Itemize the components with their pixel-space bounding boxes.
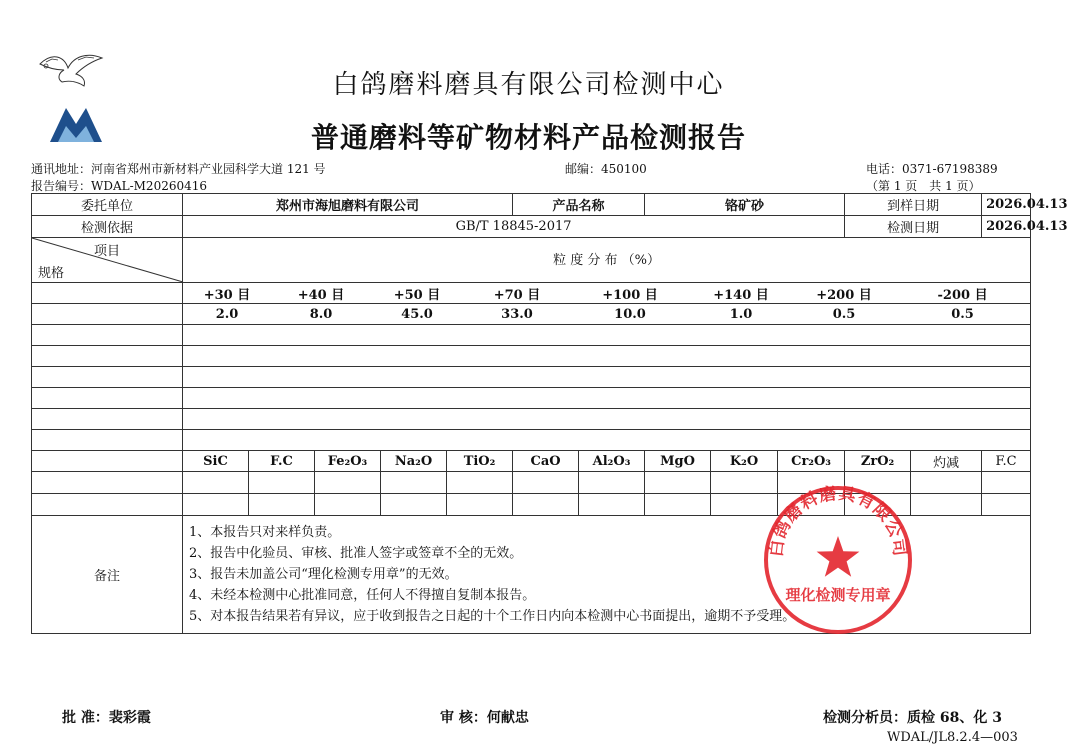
chem-header: 灼减 bbox=[911, 451, 982, 472]
grain-header: +100 目 bbox=[602, 287, 658, 303]
note-item: 1、本报告只对来样负责。 bbox=[189, 525, 341, 540]
diagonal-header-cell bbox=[32, 238, 183, 283]
chem-header: K₂O bbox=[711, 451, 778, 472]
grain-value: 0.5 bbox=[951, 306, 974, 322]
grain-header: +40 目 bbox=[297, 287, 345, 303]
arrival-value: 2026.04.13 bbox=[982, 194, 1031, 216]
grain-value: 33.0 bbox=[501, 306, 533, 322]
grain-title-row bbox=[32, 238, 1031, 283]
reviewer: 审 核：何献忠 bbox=[440, 710, 529, 726]
analyst: 检测分析员：质检 68、化 3 bbox=[823, 710, 1002, 726]
note-item: 4、未经本检测中心批准同意，任何人不得擅自复制本报告。 bbox=[189, 588, 536, 603]
note-item: 3、报告未加盖公司“理化检测专用章”的无效。 bbox=[189, 567, 458, 582]
info-row-client bbox=[32, 194, 1031, 216]
empty-row bbox=[32, 430, 1031, 451]
grain-header: +140 目 bbox=[713, 287, 769, 303]
notes-label: 备注 bbox=[32, 516, 183, 634]
svg-text:理化检测专用章: 理化检测专用章 bbox=[785, 586, 891, 604]
grain-value: 8.0 bbox=[309, 306, 333, 322]
chem-header: Cr₂O₃ bbox=[778, 451, 845, 472]
spec-label: 规格 bbox=[38, 266, 65, 281]
phone: 电话：0371-67198389 bbox=[866, 162, 998, 176]
chem-header: Fe₂O₃ bbox=[315, 451, 381, 472]
grain-header: +70 目 bbox=[493, 287, 541, 303]
grain-value: 10.0 bbox=[614, 306, 646, 322]
chem-header-row bbox=[32, 451, 1031, 472]
grain-value: 1.0 bbox=[729, 306, 753, 322]
empty-row bbox=[32, 346, 1031, 367]
chem-header: ZrO₂ bbox=[845, 451, 911, 472]
page-count: （第 1 页 共 1 页） bbox=[866, 179, 981, 193]
grain-value-row bbox=[32, 304, 1031, 325]
empty-row bbox=[32, 388, 1031, 409]
client-value: 郑州市海旭磨料有限公司 bbox=[183, 194, 513, 216]
grain-header: -200 目 bbox=[937, 287, 988, 303]
chem-header: F.C bbox=[249, 451, 315, 472]
report-number: 报告编号：WDAL-M20260416 bbox=[31, 179, 208, 193]
chem-header: F.C bbox=[982, 451, 1031, 472]
grain-header-row bbox=[32, 283, 1031, 304]
report-title: 普通磨料等矿物材料产品检测报告 bbox=[310, 121, 746, 154]
postcode: 邮编：450100 bbox=[565, 162, 647, 176]
svg-text:白鸽磨料磨具有限公司: 白鸽磨料磨具有限公司 bbox=[766, 484, 910, 559]
seal-stamp bbox=[762, 484, 914, 636]
client-label: 委托单位 bbox=[32, 194, 183, 216]
address: 通讯地址：河南省郑州市新材料产业园科学大道 121 号 bbox=[31, 162, 326, 176]
chem-header: SiC bbox=[183, 451, 249, 472]
item-label: 项目 bbox=[94, 244, 121, 259]
basis-label: 检测依据 bbox=[32, 216, 183, 238]
basis-value: GB/T 18845-2017 bbox=[183, 216, 845, 238]
note-item: 2、报告中化验员、审核、批准人签字或签章不全的无效。 bbox=[189, 546, 523, 561]
empty-row bbox=[32, 409, 1031, 430]
test-date-value: 2026.04.13 bbox=[982, 216, 1031, 238]
chem-header: CaO bbox=[513, 451, 579, 472]
chem-header: MgO bbox=[645, 451, 711, 472]
approver: 批 准：裴彩霞 bbox=[62, 710, 151, 726]
note-item: 5、对本报告结果若有异议，应于收到报告之日起的十个工作日内向本检测中心书面提出，逾期不予受理。 bbox=[189, 609, 796, 624]
chem-header: Na₂O bbox=[381, 451, 447, 472]
grain-header: +50 目 bbox=[393, 287, 441, 303]
grain-header: +30 目 bbox=[203, 287, 251, 303]
grain-title: 粒 度 分 布 （%） bbox=[183, 238, 1031, 283]
info-row-basis bbox=[32, 216, 1031, 238]
grain-value: 2.0 bbox=[215, 306, 239, 322]
document-code: WDAL/JL8.2.4—003 bbox=[887, 730, 1018, 745]
empty-row bbox=[32, 367, 1031, 388]
grain-value: 0.5 bbox=[832, 306, 856, 322]
product-label: 产品名称 bbox=[513, 194, 645, 216]
company-name: 白鸽磨料磨具有限公司检测中心 bbox=[332, 70, 725, 100]
empty-row bbox=[32, 325, 1031, 346]
arrival-label: 到样日期 bbox=[845, 194, 982, 216]
grain-header: +200 目 bbox=[816, 287, 872, 303]
chem-header: Al₂O₃ bbox=[579, 451, 645, 472]
grain-value: 45.0 bbox=[401, 306, 433, 322]
chem-header: TiO₂ bbox=[447, 451, 513, 472]
product-value: 铬矿砂 bbox=[645, 194, 845, 216]
test-date-label: 检测日期 bbox=[845, 216, 982, 238]
